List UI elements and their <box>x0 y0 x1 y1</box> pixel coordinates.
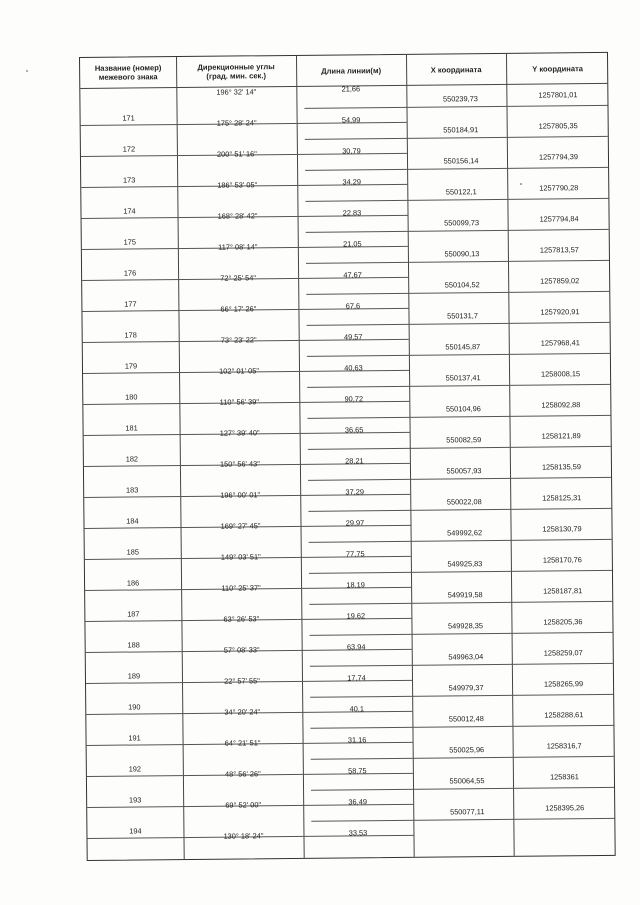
cell-x: 550137,41 <box>445 373 481 383</box>
cell-x: 550025,96 <box>449 745 485 755</box>
cell-y: 1257968,41 <box>540 338 580 348</box>
cell-x: 550077,11 <box>450 807 485 817</box>
cell-y: 1258205,36 <box>543 617 583 627</box>
cell-name: 182 <box>125 454 139 464</box>
cell-x: 549963,04 <box>448 652 484 662</box>
cell-y: 1258008,15 <box>540 369 581 379</box>
scan-speck <box>520 183 522 185</box>
cell-name: 174 <box>123 206 136 216</box>
row-divider <box>306 229 609 233</box>
cell-y: 1257801,01 <box>538 90 578 100</box>
cell-y <box>513 835 616 836</box>
cell-y: 1258125,31 <box>542 493 582 503</box>
row-divider <box>308 508 611 512</box>
cell-angle: 200° 51' 16" <box>216 149 257 159</box>
cell-length: 36,65 <box>344 425 364 435</box>
cell-length: 90,72 <box>344 394 364 404</box>
row-divider <box>307 384 610 388</box>
cell-y: 1257920,91 <box>540 307 580 317</box>
row-divider <box>309 570 612 574</box>
row-divider <box>311 756 614 760</box>
cell-name: 171 <box>122 113 135 123</box>
cell-x: 550122,1 <box>445 187 477 197</box>
cell-angle: 168° 28' 42" <box>217 211 258 221</box>
column-divider <box>506 54 515 856</box>
cell-length: 37,29 <box>345 487 364 497</box>
cell-name: 177 <box>124 299 137 309</box>
cell-y: 1257790,28 <box>539 183 579 193</box>
cell-name: 189 <box>127 671 141 681</box>
cell-x: 550064,55 <box>449 776 485 786</box>
row-divider <box>305 167 608 171</box>
cell-name: 181 <box>125 423 138 433</box>
cell-y: 1258187,81 <box>543 586 583 596</box>
cell-name: 173 <box>122 175 136 185</box>
cell-y: 1258259,07 <box>543 648 583 658</box>
cell-angle: 102° 01' 05" <box>219 366 260 376</box>
cell-length: 31,16 <box>347 735 367 745</box>
cell-angle: 22° 57' 55" <box>224 676 260 686</box>
cell-name: 179 <box>124 361 138 371</box>
cell-length: 49,57 <box>343 332 363 342</box>
cell-length: 67,6 <box>345 301 361 311</box>
cell-x: 550099,73 <box>444 218 480 228</box>
cell-y: 1258395,26 <box>545 803 585 813</box>
cell-length: 19,62 <box>346 611 366 621</box>
cell-angle: 72° 25' 54" <box>220 273 257 283</box>
row-divider <box>308 446 611 450</box>
cell-length: 30,79 <box>342 146 361 156</box>
cell-y: 1258092,88 <box>541 400 581 410</box>
cell-y: 1258316,7 <box>546 741 582 751</box>
cell-x: 550022,08 <box>446 497 482 507</box>
cell-name: 187 <box>127 609 140 619</box>
cell-angle: 48° 56' 26" <box>224 769 261 779</box>
row-divider <box>306 260 609 264</box>
cell-length: 17,74 <box>347 673 366 683</box>
cell-name: 192 <box>128 764 142 774</box>
row-divider <box>305 136 608 140</box>
cell-name: 190 <box>128 702 141 712</box>
cell-angle: 196° 00' 01" <box>220 490 261 500</box>
cell-name: 184 <box>126 516 139 526</box>
cell-y: 1258130,79 <box>542 524 582 534</box>
cell-name: 186 <box>126 578 140 588</box>
row-divider <box>309 601 612 605</box>
cell-length: 63,94 <box>346 642 366 652</box>
row-divider <box>309 539 612 543</box>
cell-angle: 110° 56' 39" <box>219 397 260 407</box>
cell-length: 29,97 <box>345 518 365 528</box>
cell-angle: 130° 18' 24" <box>223 831 264 841</box>
cell-x: 550239,73 <box>442 94 478 104</box>
cell-x: 550082,59 <box>446 435 482 445</box>
row-divider <box>304 105 607 109</box>
row-divider <box>311 787 614 791</box>
cell-angle: 175° 28' 24" <box>216 118 257 128</box>
cell-name: 172 <box>122 144 136 154</box>
cell-length: 28,21 <box>345 456 364 466</box>
cell-angle: 117° 08' 14" <box>218 242 258 252</box>
cell-name: 191 <box>128 733 141 743</box>
cell-x: 550145,87 <box>445 342 481 352</box>
cell-y: 1258121,89 <box>541 431 581 441</box>
cell-length: 33,53 <box>348 828 368 838</box>
cell-length: 77,75 <box>345 549 365 559</box>
header-angles: Дирекционные углы (град. мин. сек.) <box>197 62 275 81</box>
cell-length: 18,19 <box>346 580 365 590</box>
cell-name: 188 <box>127 640 140 650</box>
cell-name: 194 <box>129 826 142 836</box>
cell-y: 1257794,39 <box>538 152 579 162</box>
cell-angle: 150° 56' 43" <box>219 459 260 469</box>
cell-angle: 169° 27' 45" <box>220 521 261 531</box>
cell-angle: 57° 08' 33" <box>223 645 260 655</box>
cell-x: 550131,7 <box>447 311 478 321</box>
cell-name: 183 <box>125 485 139 495</box>
cell-x: 550156,14 <box>443 156 479 166</box>
cell-y: 1257813,57 <box>539 245 579 255</box>
cell-y: 1257859,02 <box>540 276 580 286</box>
cell-name: 180 <box>125 392 138 402</box>
row-divider <box>307 415 610 419</box>
cell-angle: 73° 23' 22" <box>220 335 257 345</box>
cell-y: 1257805,35 <box>538 121 578 131</box>
row-divider <box>305 198 608 202</box>
header-x: X координата <box>430 64 482 75</box>
cell-length: 40,63 <box>344 363 363 373</box>
cell-x: 549925,83 <box>447 559 483 569</box>
boundary-coordinates-table <box>79 52 616 861</box>
cell-x <box>418 839 518 840</box>
cell-x: 550090,13 <box>444 249 480 259</box>
row-divider <box>310 632 613 636</box>
cell-name: 176 <box>123 268 137 278</box>
cell-y: 1258288,61 <box>544 710 584 720</box>
cell-name: 185 <box>126 547 139 557</box>
cell-angle: 110° 25' 37" <box>221 583 261 593</box>
cell-length: 54,99 <box>341 115 361 125</box>
row-divider <box>307 322 610 326</box>
row-divider <box>310 694 613 698</box>
cell-angle: 186° 53' 05" <box>217 180 258 190</box>
cell-length: 22,83 <box>342 208 362 218</box>
cell-length: 47,67 <box>343 270 362 280</box>
cell-y: 1258135,59 <box>541 462 582 472</box>
cell-x: 550104,52 <box>444 280 480 290</box>
row-divider <box>310 663 613 667</box>
cell-name: 175 <box>123 237 136 247</box>
cell-length: 36,49 <box>348 797 367 807</box>
cell-x: 550184,91 <box>443 125 479 135</box>
cell-angle: 149° 03' 51" <box>220 552 261 562</box>
cell-angle: 127° 39' 40" <box>219 428 260 438</box>
cell-x: 550104,96 <box>445 404 481 414</box>
row-divider <box>307 353 610 357</box>
cell-angle: 63° 26' 53" <box>223 614 260 624</box>
cell-x: 549928,35 <box>447 621 483 631</box>
cell-angle: 64° 21' 51" <box>224 738 261 748</box>
cell-length: 40,1 <box>349 704 365 714</box>
cell-length: 34,29 <box>342 177 362 187</box>
cell-length: 58,75 <box>348 766 367 776</box>
row-divider <box>310 725 613 729</box>
row-divider <box>311 818 614 822</box>
row-divider <box>308 477 611 481</box>
cell-x: 549979,37 <box>448 683 484 693</box>
cell-length: 21,05 <box>343 239 362 249</box>
cell-angle: 196° 32' 14" <box>216 87 257 97</box>
cell-name: 193 <box>128 795 142 805</box>
header-name: Название (номер) межевого знака <box>94 63 162 82</box>
header-y: Y координата <box>532 63 584 74</box>
cell-x: 550012,48 <box>448 714 484 724</box>
cell-y: 1258170,76 <box>542 555 582 565</box>
cell-angle: 34° 20' 24" <box>224 707 261 717</box>
header-length: Длина линии(м) <box>321 65 382 76</box>
cell-length: 21,66 <box>341 84 361 94</box>
cell-x: 550057,93 <box>446 466 482 476</box>
cell-name: 178 <box>124 330 137 340</box>
cell-angle: 69° 52' 00" <box>225 800 262 810</box>
cell-x: 549919,58 <box>447 590 483 600</box>
cell-angle: 66° 17' 26" <box>220 304 257 314</box>
scan-speck <box>26 70 28 72</box>
cell-y: 1257794,84 <box>539 214 579 224</box>
cell-x: 549992,62 <box>447 528 483 538</box>
cell-y: 1258361 <box>549 772 579 782</box>
row-divider <box>306 291 609 295</box>
cell-y: 1258265,99 <box>543 679 584 689</box>
